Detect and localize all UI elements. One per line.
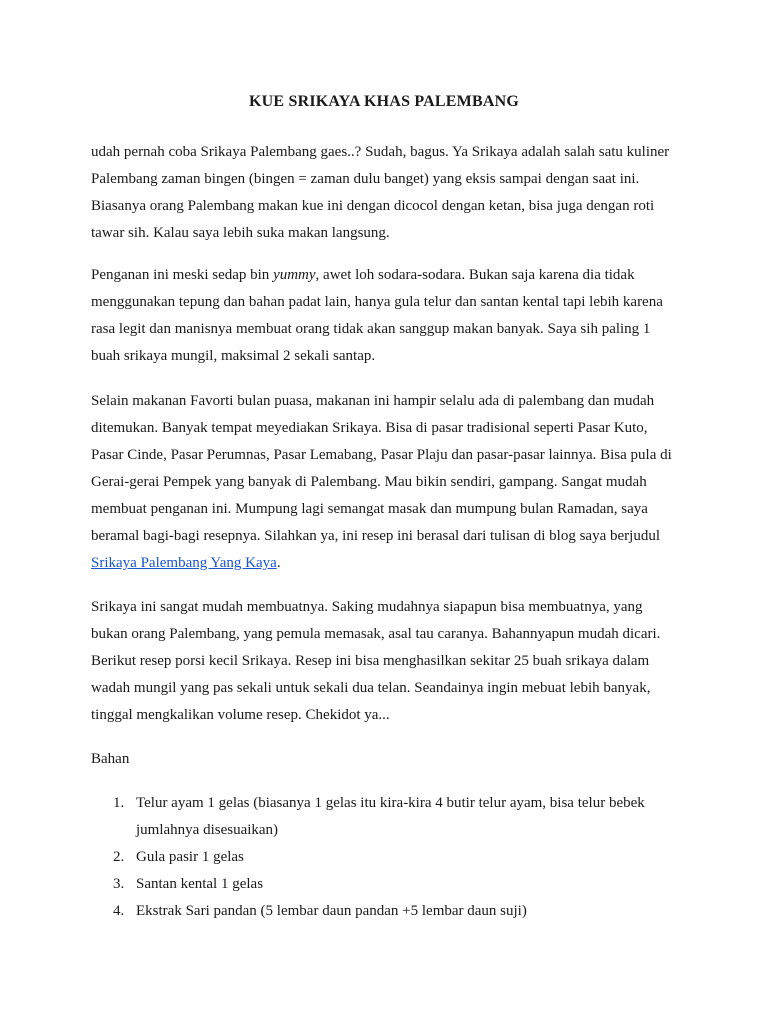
paragraph-line: [91, 262, 691, 289]
list-item-text: Telur ayam 1 gelas (biasanya 1 gelas itu kira-kira 4 butir telur ayam, bisa telur bebek: [136, 795, 645, 811]
paragraph-line: tinggal mengkalikan volume resep. Chekidot ya...: [91, 707, 390, 723]
paragraph-line: Selain makanan Favorti bulan puasa, makanan ini hampir selalu ada di palembang dan mudah: [91, 393, 655, 409]
paragraph-line: membuat penganan ini. Mumpung lagi semangat masak dan mumpung bulan Ramadan, saya: [91, 501, 648, 517]
italic-text: yummy: [273, 267, 316, 283]
paragraph-line: Biasanya orang Palembang makan kue ini dengan dicocol dengan ketan, bisa juga dengan roti: [91, 198, 655, 214]
list-item: [91, 898, 691, 925]
paragraph-line: menggunakan tepung dan bahan padat lain, hanya gula telur dan santan kental tapi lebih karena: [91, 294, 663, 310]
list-item-text: Gula pasir 1 gelas: [136, 849, 244, 865]
paragraph-line: Gerai-gerai Pempek yang banyak di Palembang. Mau bikin sendiri, gampang. Sangat mudah: [91, 474, 647, 490]
text-segment: , awet loh sodara-sodara. Bukan saja karena dia tidak: [315, 267, 635, 283]
paragraph-line: Palembang zaman bingen (bingen = zaman dulu banget) yang eksis sampai dengan saat ini.: [91, 171, 640, 187]
paragraph-availability: [91, 388, 691, 577]
paragraph-line: bukan orang Palembang, yang pemula memasak, asal tau caranya. Bahannyapun mudah dicari.: [91, 626, 661, 642]
paragraph-line: rasa legit dan manisnya membuat orang tidak akan sanggup makan banyak. Saya sih paling 1: [91, 321, 651, 337]
list-item: [91, 790, 691, 844]
list-number: 3.: [113, 876, 125, 892]
paragraph-line: Pasar Cinde, Pasar Perumnas, Pasar Lemabang, Pasar Plaju dan pasar-pasar lainnya. Bisa pula di: [91, 447, 672, 463]
paragraph-line: buah srikaya mungil, maksimal 2 sekali santap.: [91, 348, 376, 364]
list-item-text: Ekstrak Sari pandan (5 lembar daun pandan +5 lembar daun suji): [136, 903, 527, 919]
list-number: 1.: [113, 795, 125, 811]
ingredients-list: [91, 790, 691, 925]
paragraph-line: [91, 550, 691, 577]
document-title: KUE SRIKAYA KHAS PALEMBANG: [249, 93, 519, 110]
list-item-text: Santan kental 1 gelas: [136, 876, 264, 892]
paragraph-line: udah pernah coba Srikaya Palembang gaes..? Sudah, bagus. Ya Srikaya adalah salah satu kuliner: [91, 144, 670, 160]
paragraph-line: Berikut resep porsi kecil Srikaya. Resep ini bisa menghasilkan sekitar 25 buah srikaya dalam: [91, 653, 650, 669]
paragraph-line: wadah mungil yang pas sekali untuk sekali dua telan. Seandainya ingin mebuat lebih banyak,: [91, 680, 651, 696]
list-item: [91, 844, 691, 871]
list-item-text: jumlahnya disesuaikan): [136, 822, 279, 838]
text-segment: .: [276, 555, 281, 571]
text-segment: Penganan ini meski sedap bin: [91, 267, 274, 283]
ingredients-heading: Bahan: [91, 751, 130, 767]
paragraph-line: Srikaya ini sangat mudah membuatnya. Saking mudahnya siapapun bisa membuatnya, yang: [91, 599, 643, 615]
paragraph-line: beramal bagi-bagi resepnya. Silahkan ya, ini resep ini berasal dari tulisan di blog saya berjudul: [91, 528, 660, 544]
list-number: 4.: [113, 903, 125, 919]
list-item: [91, 871, 691, 898]
paragraph-line: ditemukan. Banyak tempat meyediakan Srikaya. Bisa di pasar tradisional seperti Pasar Kuto,: [91, 420, 648, 436]
paragraph-line: tawar sih. Kalau saya lebih suka makan langsung.: [91, 225, 390, 241]
list-number: 2.: [113, 849, 125, 865]
paragraph-recipe-intro: [91, 594, 691, 729]
blog-post-link[interactable]: Srikaya Palembang Yang Kaya: [91, 555, 277, 571]
paragraph-intro: [91, 139, 691, 247]
paragraph-description: [91, 262, 691, 370]
